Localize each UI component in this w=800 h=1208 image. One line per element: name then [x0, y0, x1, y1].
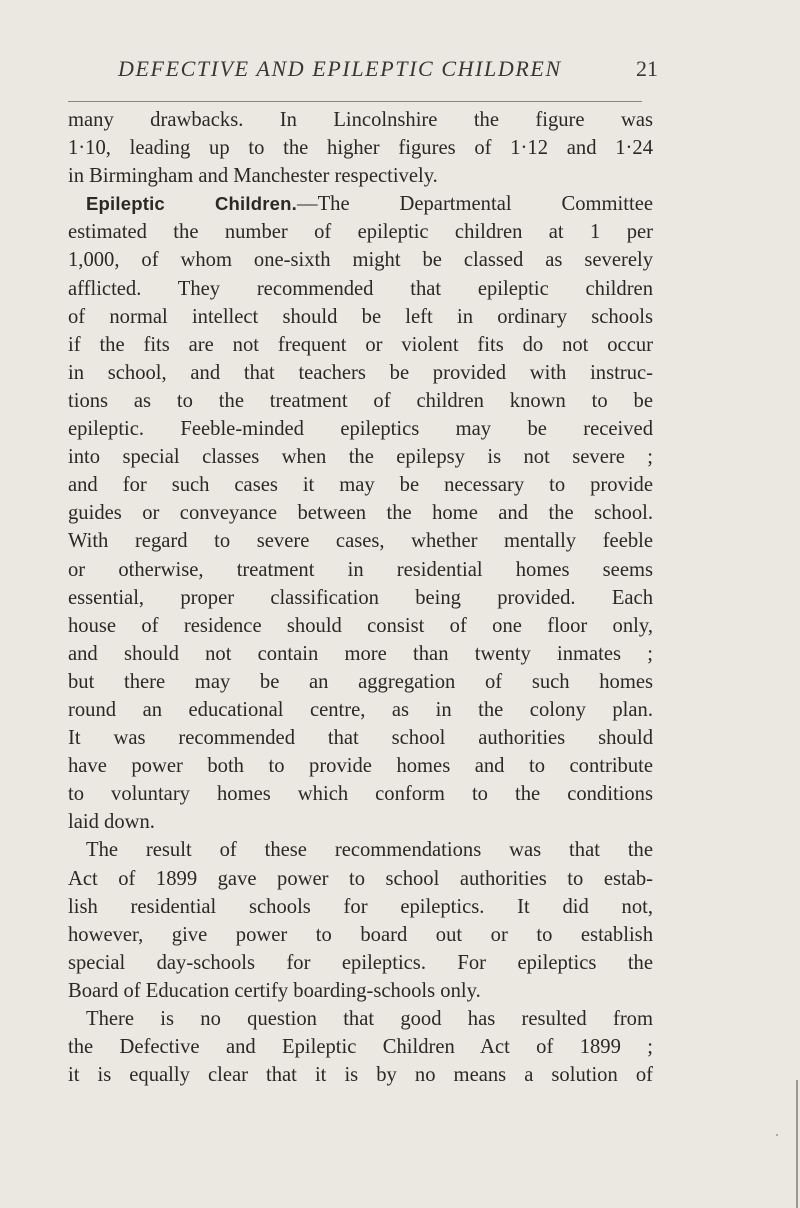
- text-line: essential, proper classification being provided. Each: [68, 586, 653, 609]
- text-line: to voluntary homes which conform to the conditions: [68, 783, 653, 806]
- text-line: There is no question that good has resulted from: [86, 1008, 653, 1030]
- text-line: laid down.: [68, 811, 155, 834]
- text-line: house of residence should consist of one floor only,: [68, 614, 653, 637]
- text-line: 1,000, of whom one-sixth might be classed as severely: [68, 249, 653, 272]
- side-heading: Epileptic Children.: [86, 193, 297, 215]
- text-line: or otherwise, treatment in residential homes seems: [68, 558, 653, 581]
- header-rule: [68, 101, 642, 102]
- page-number: 21: [636, 56, 658, 81]
- body-text: [68, 106, 653, 1089]
- paragraph-opening-line: [68, 190, 653, 218]
- page-edge-shadow: [796, 1080, 798, 1208]
- text-line: the Defective and Epileptic Children Act of 1899 ;: [68, 1036, 653, 1059]
- text-line: it is equally clear that it is by no means a solution of: [68, 1064, 653, 1087]
- text-line: in Birmingham and Manchester respectively.: [68, 165, 438, 188]
- text-line: and should not contain more than twenty inmates ;: [68, 642, 653, 665]
- text-line: With regard to severe cases, whether mentally feeble: [68, 530, 653, 553]
- text-line: into special classes when the epilepsy is not severe ;: [68, 446, 653, 469]
- text-line: The result of these recommendations was that the: [86, 839, 653, 862]
- text-line: of normal intellect should be left in ordinary schools: [68, 305, 653, 328]
- text-line: estimated the number of epileptic children at 1 per: [68, 221, 653, 244]
- text-line: special day-schools for epileptics. For epileptics the: [68, 951, 653, 974]
- text-line: in school, and that teachers be provided with instruc-: [68, 361, 653, 384]
- running-head-title: DEFECTIVE AND EPILEPTIC CHILDREN: [118, 56, 562, 81]
- text-line: tions as to the treatment of children known to be: [68, 389, 653, 412]
- text-line: epileptic. Feeble-minded epileptics may be received: [68, 418, 653, 441]
- text-line: however, give power to board out or to establish: [68, 923, 653, 946]
- text-line: many drawbacks. In Lincolnshire the figure was: [68, 109, 653, 131]
- text-line: guides or conveyance between the home and the school.: [68, 502, 653, 525]
- text-line: lish residential schools for epileptics. It did not,: [68, 895, 653, 918]
- text-line: round an educational centre, as in the colony plan.: [68, 698, 653, 721]
- running-head: [118, 56, 678, 86]
- text-line: but there may be an aggregation of such homes: [68, 670, 653, 693]
- text-line: have power both to provide homes and to contribute: [68, 755, 653, 778]
- text-run: —The Departmental Committee: [296, 193, 653, 216]
- text-line: afflicted. They recommended that epileptic children: [68, 277, 653, 300]
- text-line: Act of 1899 gave power to school authorities to estab-: [68, 867, 653, 890]
- text-line: 1·10, leading up to the higher figures of 1·12 and 1·24: [68, 137, 653, 160]
- paper-speck: [776, 1134, 778, 1136]
- text-line: It was recommended that school authorities should: [68, 727, 653, 750]
- text-line: if the fits are not frequent or violent fits do not occur: [68, 333, 653, 356]
- text-line: Board of Education certify boarding-schools only.: [68, 979, 481, 1002]
- text-line: and for such cases it may be necessary to provide: [68, 474, 653, 497]
